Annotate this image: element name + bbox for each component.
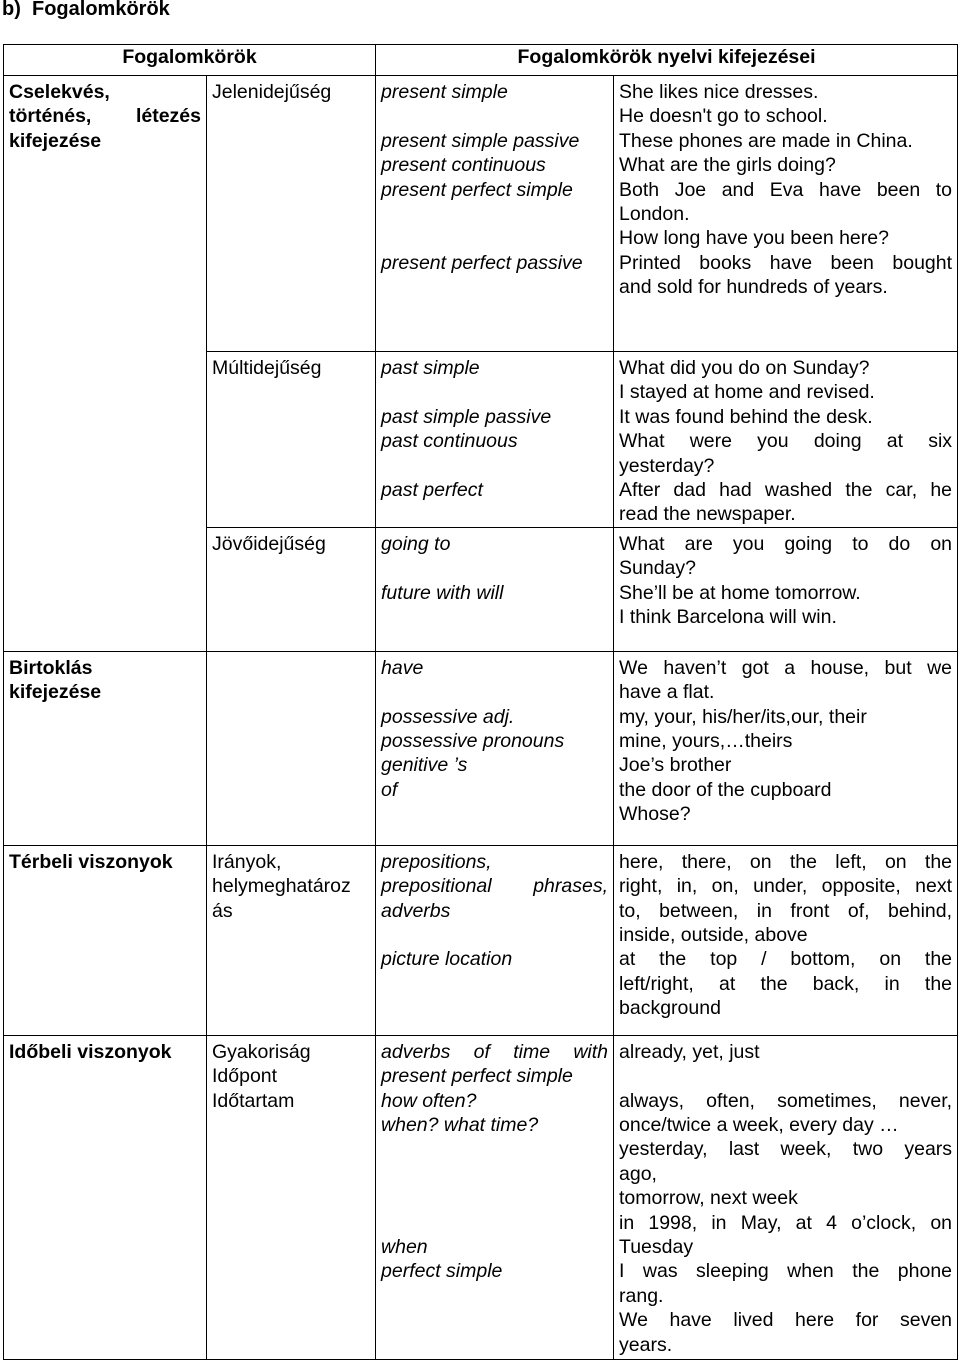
example-sentence: How long have you been here? — [619, 227, 889, 250]
example-sentence: What are you going to do on — [619, 532, 953, 555]
grammar-form: past perfect — [381, 479, 483, 501]
example-sentence: once/twice a week, every day … — [619, 1114, 899, 1137]
concept-table — [3, 44, 958, 1360]
example-sentence: tomorrow, next week — [619, 1187, 798, 1210]
subconcept-cell — [207, 527, 376, 651]
concept-cell — [4, 651, 207, 845]
subconcept-label: Múltidejűség — [212, 357, 322, 379]
example-sentence: Sunday? — [619, 557, 696, 580]
example-sentence: After dad had washed the car, he — [619, 479, 953, 502]
grammar-form: adverbs of time with — [381, 1040, 609, 1063]
example-sentence — [619, 1064, 952, 1088]
grammar-form — [381, 1211, 608, 1235]
examples-cell — [614, 76, 958, 352]
concept-label: történés, létezés — [9, 105, 201, 128]
example-sentence: the door of the cupboard — [619, 778, 832, 801]
example-sentence: have a flat. — [619, 681, 715, 704]
subconcept-label: ás — [212, 899, 233, 922]
header-row — [4, 45, 958, 76]
subconcept-cell — [207, 1035, 376, 1359]
grammar-form: possessive adj. — [381, 705, 515, 728]
forms-cell — [376, 76, 614, 352]
subconcept-label: Időpont — [212, 1065, 278, 1088]
grammar-form: when — [381, 1236, 428, 1259]
concept-label: kifejezése — [9, 129, 102, 152]
example-sentence: It was found behind the desk. — [619, 405, 873, 428]
example-sentence: always, often, sometimes, never, — [619, 1089, 953, 1112]
grammar-form: prepositional phrases, — [381, 875, 609, 898]
example-sentence: Both Joe and Eva have been to — [619, 178, 953, 201]
grammar-form: have — [381, 656, 424, 679]
example-sentence: to, between, in front of, behind, — [619, 899, 953, 922]
example-sentence: yesterday, last week, two years — [619, 1138, 953, 1161]
example-sentence: inside, outside, above — [619, 924, 808, 947]
example-sentence: right, in, on, under, opposite, next — [619, 875, 953, 898]
table-row — [4, 845, 958, 1035]
header-expressions: Fogalomkörök nyelvi kifejezései — [376, 45, 958, 76]
grammar-form — [381, 1162, 608, 1186]
examples-cell — [614, 1035, 958, 1359]
example-sentence: here, there, on the left, on the — [619, 850, 953, 873]
example-sentence: mine, yours,…theirs — [619, 730, 793, 753]
example-sentence: already, yet, just — [619, 1040, 760, 1063]
grammar-form — [381, 680, 608, 704]
concept-label: Cselekvés, — [9, 81, 110, 103]
table-row — [4, 76, 958, 352]
grammar-form: present continuous — [381, 154, 546, 177]
grammar-form: picture location — [381, 948, 513, 971]
grammar-form: present perfect passive — [381, 251, 583, 274]
grammar-form: how often? — [381, 1089, 477, 1112]
example-sentence: I was sleeping when the phone — [619, 1260, 953, 1283]
subconcept-label: Gyakoriság — [212, 1040, 311, 1063]
examples-cell — [614, 352, 958, 528]
example-sentence: Whose? — [619, 803, 691, 826]
grammar-form: adverbs — [381, 899, 451, 922]
example-sentence: What were you doing at six — [619, 430, 953, 453]
forms-cell — [376, 527, 614, 651]
grammar-form — [381, 556, 608, 580]
example-sentence: read the newspaper. — [619, 503, 796, 526]
table-row — [4, 1035, 958, 1359]
page-heading: b) Fogalomkörök — [2, 0, 170, 20]
subconcept-label: Időtartam — [212, 1089, 295, 1112]
grammar-form — [381, 380, 608, 404]
grammar-form — [381, 1186, 608, 1210]
example-sentence: ago, — [619, 1162, 657, 1185]
subconcept-cell — [207, 845, 376, 1035]
example-sentence: Tuesday — [619, 1236, 694, 1259]
example-sentence: London. — [619, 203, 690, 226]
example-sentence: rang. — [619, 1284, 664, 1307]
concept-cell — [4, 1035, 207, 1359]
grammar-form: past continuous — [381, 430, 518, 453]
subconcept-label: Jövőidejűség — [212, 532, 326, 555]
grammar-form: of — [381, 778, 398, 801]
example-sentence: I think Barcelona will win. — [619, 606, 837, 629]
example-sentence: We haven’t got a house, but we — [619, 656, 953, 679]
subconcept-cell — [207, 352, 376, 528]
grammar-form: present simple passive — [381, 129, 580, 152]
grammar-form: past simple passive — [381, 405, 552, 428]
grammar-form: possessive pronouns — [381, 730, 565, 753]
examples-cell — [614, 651, 958, 845]
example-sentence: left/right, at the back, in the — [619, 972, 953, 995]
forms-cell — [376, 352, 614, 528]
grammar-form: genitive ’s — [381, 754, 468, 777]
grammar-form — [381, 923, 608, 947]
example-sentence: He doesn't go to school. — [619, 105, 828, 128]
concept-cell — [4, 76, 207, 652]
example-sentence: at the top / bottom, on the — [619, 948, 953, 971]
concept-label: Időbeli viszonyok — [9, 1040, 172, 1063]
subconcept-label: helymeghatároz — [212, 875, 351, 898]
example-sentence: yesterday? — [619, 454, 715, 477]
example-sentence: in 1998, in May, at 4 o’clock, on — [619, 1211, 953, 1234]
subconcept-cell — [207, 76, 376, 352]
forms-cell — [376, 651, 614, 845]
grammar-form: prepositions, — [381, 850, 492, 873]
concept-label: kifejezése — [9, 681, 102, 704]
grammar-form — [381, 226, 608, 250]
concept-label: Birtoklás — [9, 656, 93, 679]
subconcept-label: Irányok, — [212, 850, 282, 873]
grammar-form: present perfect simple — [381, 178, 573, 201]
example-sentence: She likes nice dresses. — [619, 81, 819, 103]
example-sentence: What did you do on Sunday? — [619, 357, 870, 379]
example-sentence: Printed books have been bought — [619, 251, 953, 274]
example-sentence: She’ll be at home tomorrow. — [619, 581, 861, 604]
table-row — [4, 651, 958, 845]
subconcept-label: Jelenidejűség — [212, 81, 332, 103]
grammar-form — [381, 202, 608, 226]
grammar-form: present simple — [381, 81, 508, 103]
concept-label: Térbeli viszonyok — [9, 850, 173, 873]
grammar-form: present perfect simple — [381, 1065, 573, 1088]
example-sentence: These phones are made in China. — [619, 129, 913, 152]
grammar-form — [381, 1137, 608, 1161]
examples-cell — [614, 845, 958, 1035]
grammar-form — [381, 104, 608, 128]
grammar-form: future with will — [381, 581, 504, 604]
concept-cell — [4, 845, 207, 1035]
examples-cell — [614, 527, 958, 651]
grammar-form: going to — [381, 532, 451, 555]
example-sentence: years. — [619, 1333, 673, 1356]
header-concepts: Fogalomkörök — [4, 45, 376, 76]
grammar-form: when? what time? — [381, 1114, 539, 1137]
example-sentence: and sold for hundreds of years. — [619, 276, 888, 299]
subconcept-cell — [207, 651, 376, 845]
example-sentence: We have lived here for seven — [619, 1309, 953, 1332]
example-sentence: background — [619, 997, 721, 1020]
grammar-form — [381, 454, 608, 478]
example-sentence: What are the girls doing? — [619, 154, 836, 177]
grammar-form: perfect simple — [381, 1260, 503, 1283]
grammar-form: past simple — [381, 357, 480, 379]
example-sentence: I stayed at home and revised. — [619, 381, 875, 404]
example-sentence: Joe’s brother — [619, 754, 732, 777]
forms-cell — [376, 845, 614, 1035]
forms-cell — [376, 1035, 614, 1359]
example-sentence: my, your, his/her/its,our, their — [619, 705, 867, 728]
